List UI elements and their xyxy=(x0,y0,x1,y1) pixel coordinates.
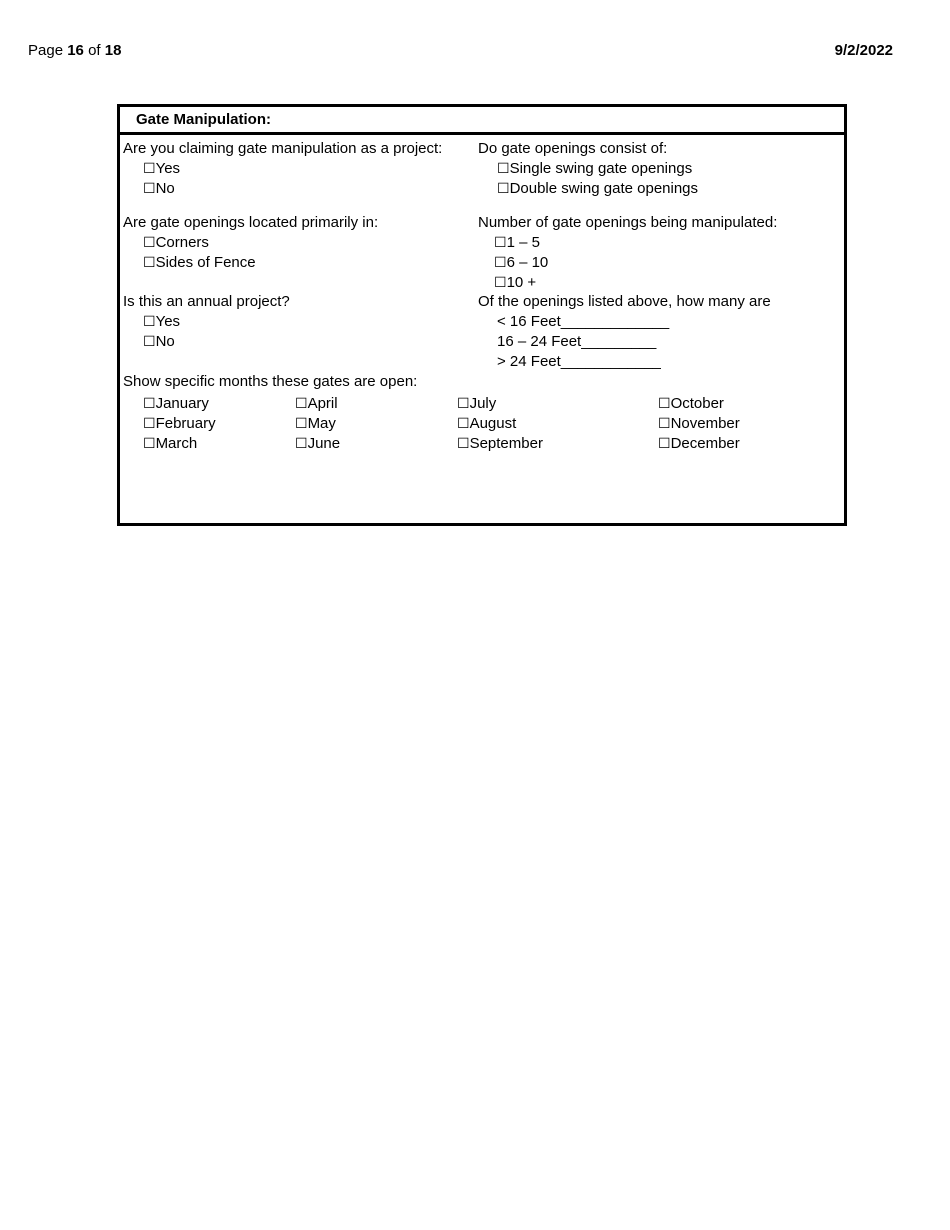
month-june-option[interactable]: ☐June xyxy=(295,435,341,452)
page-of: of xyxy=(88,42,101,59)
checkbox-icon[interactable]: ☐ xyxy=(457,416,470,432)
size-over-24-field[interactable]: > 24 Feet____________ xyxy=(497,353,661,370)
number-10-plus-option[interactable]: ☐10 + xyxy=(494,274,537,291)
located-corners-option[interactable]: ☐Corners xyxy=(143,234,209,251)
page-number xyxy=(28,42,121,59)
month-october-option[interactable]: ☐October xyxy=(658,395,724,412)
page-current: 16 xyxy=(67,42,84,59)
checkbox-icon[interactable]: ☐ xyxy=(143,161,156,177)
checkbox-icon[interactable]: ☐ xyxy=(143,436,156,452)
claiming-no-option[interactable]: ☐No xyxy=(143,180,175,197)
checkbox-icon[interactable]: ☐ xyxy=(494,255,507,271)
page-prefix: Page xyxy=(28,42,64,59)
month-july-option[interactable]: ☐July xyxy=(457,395,497,412)
claiming-yes-option[interactable]: ☐Yes xyxy=(143,160,181,177)
checkbox-icon[interactable]: ☐ xyxy=(494,235,507,251)
checkbox-icon[interactable]: ☐ xyxy=(457,396,470,412)
number-6-10-option[interactable]: ☐6 – 10 xyxy=(494,254,549,271)
size-16-24-field[interactable]: 16 – 24 Feet_________ xyxy=(497,333,657,350)
annual-yes-option[interactable]: ☐Yes xyxy=(143,313,181,330)
annual-no-option[interactable]: ☐No xyxy=(143,333,175,350)
checkbox-icon[interactable]: ☐ xyxy=(457,436,470,452)
checkbox-icon[interactable]: ☐ xyxy=(497,181,510,197)
size-under-16-field[interactable]: < 16 Feet_____________ xyxy=(497,313,670,330)
month-september-option[interactable]: ☐September xyxy=(457,435,543,452)
checkbox-icon[interactable]: ☐ xyxy=(295,396,308,412)
form-title: Gate Manipulation: xyxy=(120,107,844,135)
consist-double-option[interactable]: ☐Double swing gate openings xyxy=(497,180,699,197)
month-november-option[interactable]: ☐November xyxy=(658,415,740,432)
checkbox-icon[interactable]: ☐ xyxy=(143,416,156,432)
months-question: Show specific months these gates are open: xyxy=(123,373,418,390)
checkbox-icon[interactable]: ☐ xyxy=(497,161,510,177)
number-1-5-option[interactable]: ☐1 – 5 xyxy=(494,234,540,251)
checkbox-icon[interactable]: ☐ xyxy=(658,436,671,452)
located-sides-option[interactable]: ☐Sides of Fence xyxy=(143,254,256,271)
located-question: Are gate openings located primarily in: xyxy=(123,214,379,231)
month-may-option[interactable]: ☐May xyxy=(295,415,336,432)
checkbox-icon[interactable]: ☐ xyxy=(295,436,308,452)
month-august-option[interactable]: ☐August xyxy=(457,415,517,432)
month-april-option[interactable]: ☐April xyxy=(295,395,338,412)
checkbox-icon[interactable]: ☐ xyxy=(143,181,156,197)
checkbox-icon[interactable]: ☐ xyxy=(658,416,671,432)
month-january-option[interactable]: ☐January xyxy=(143,395,209,412)
checkbox-icon[interactable]: ☐ xyxy=(143,314,156,330)
checkbox-icon[interactable]: ☐ xyxy=(143,255,156,271)
annual-question: Is this an annual project? xyxy=(123,293,290,310)
document-date: 9/2/2022 xyxy=(834,42,893,59)
checkbox-icon[interactable]: ☐ xyxy=(295,416,308,432)
checkbox-icon[interactable]: ☐ xyxy=(658,396,671,412)
page-total: 18 xyxy=(104,42,122,59)
gate-manipulation-form xyxy=(117,104,847,526)
number-question: Number of gate openings being manipulated: xyxy=(478,214,778,231)
consist-single-option[interactable]: ☐Single swing gate openings xyxy=(497,160,693,177)
checkbox-icon[interactable]: ☐ xyxy=(143,235,156,251)
sizes-question: Of the openings listed above, how many are xyxy=(478,293,771,310)
checkbox-icon[interactable]: ☐ xyxy=(494,275,507,291)
consist-question: Do gate openings consist of: xyxy=(478,140,668,157)
checkbox-icon[interactable]: ☐ xyxy=(143,396,156,412)
month-december-option[interactable]: ☐December xyxy=(658,435,740,452)
checkbox-icon[interactable]: ☐ xyxy=(143,334,156,350)
claiming-question: Are you claiming gate manipulation as a project: xyxy=(123,140,443,157)
month-march-option[interactable]: ☐March xyxy=(143,435,198,452)
month-february-option[interactable]: ☐February xyxy=(143,415,216,432)
